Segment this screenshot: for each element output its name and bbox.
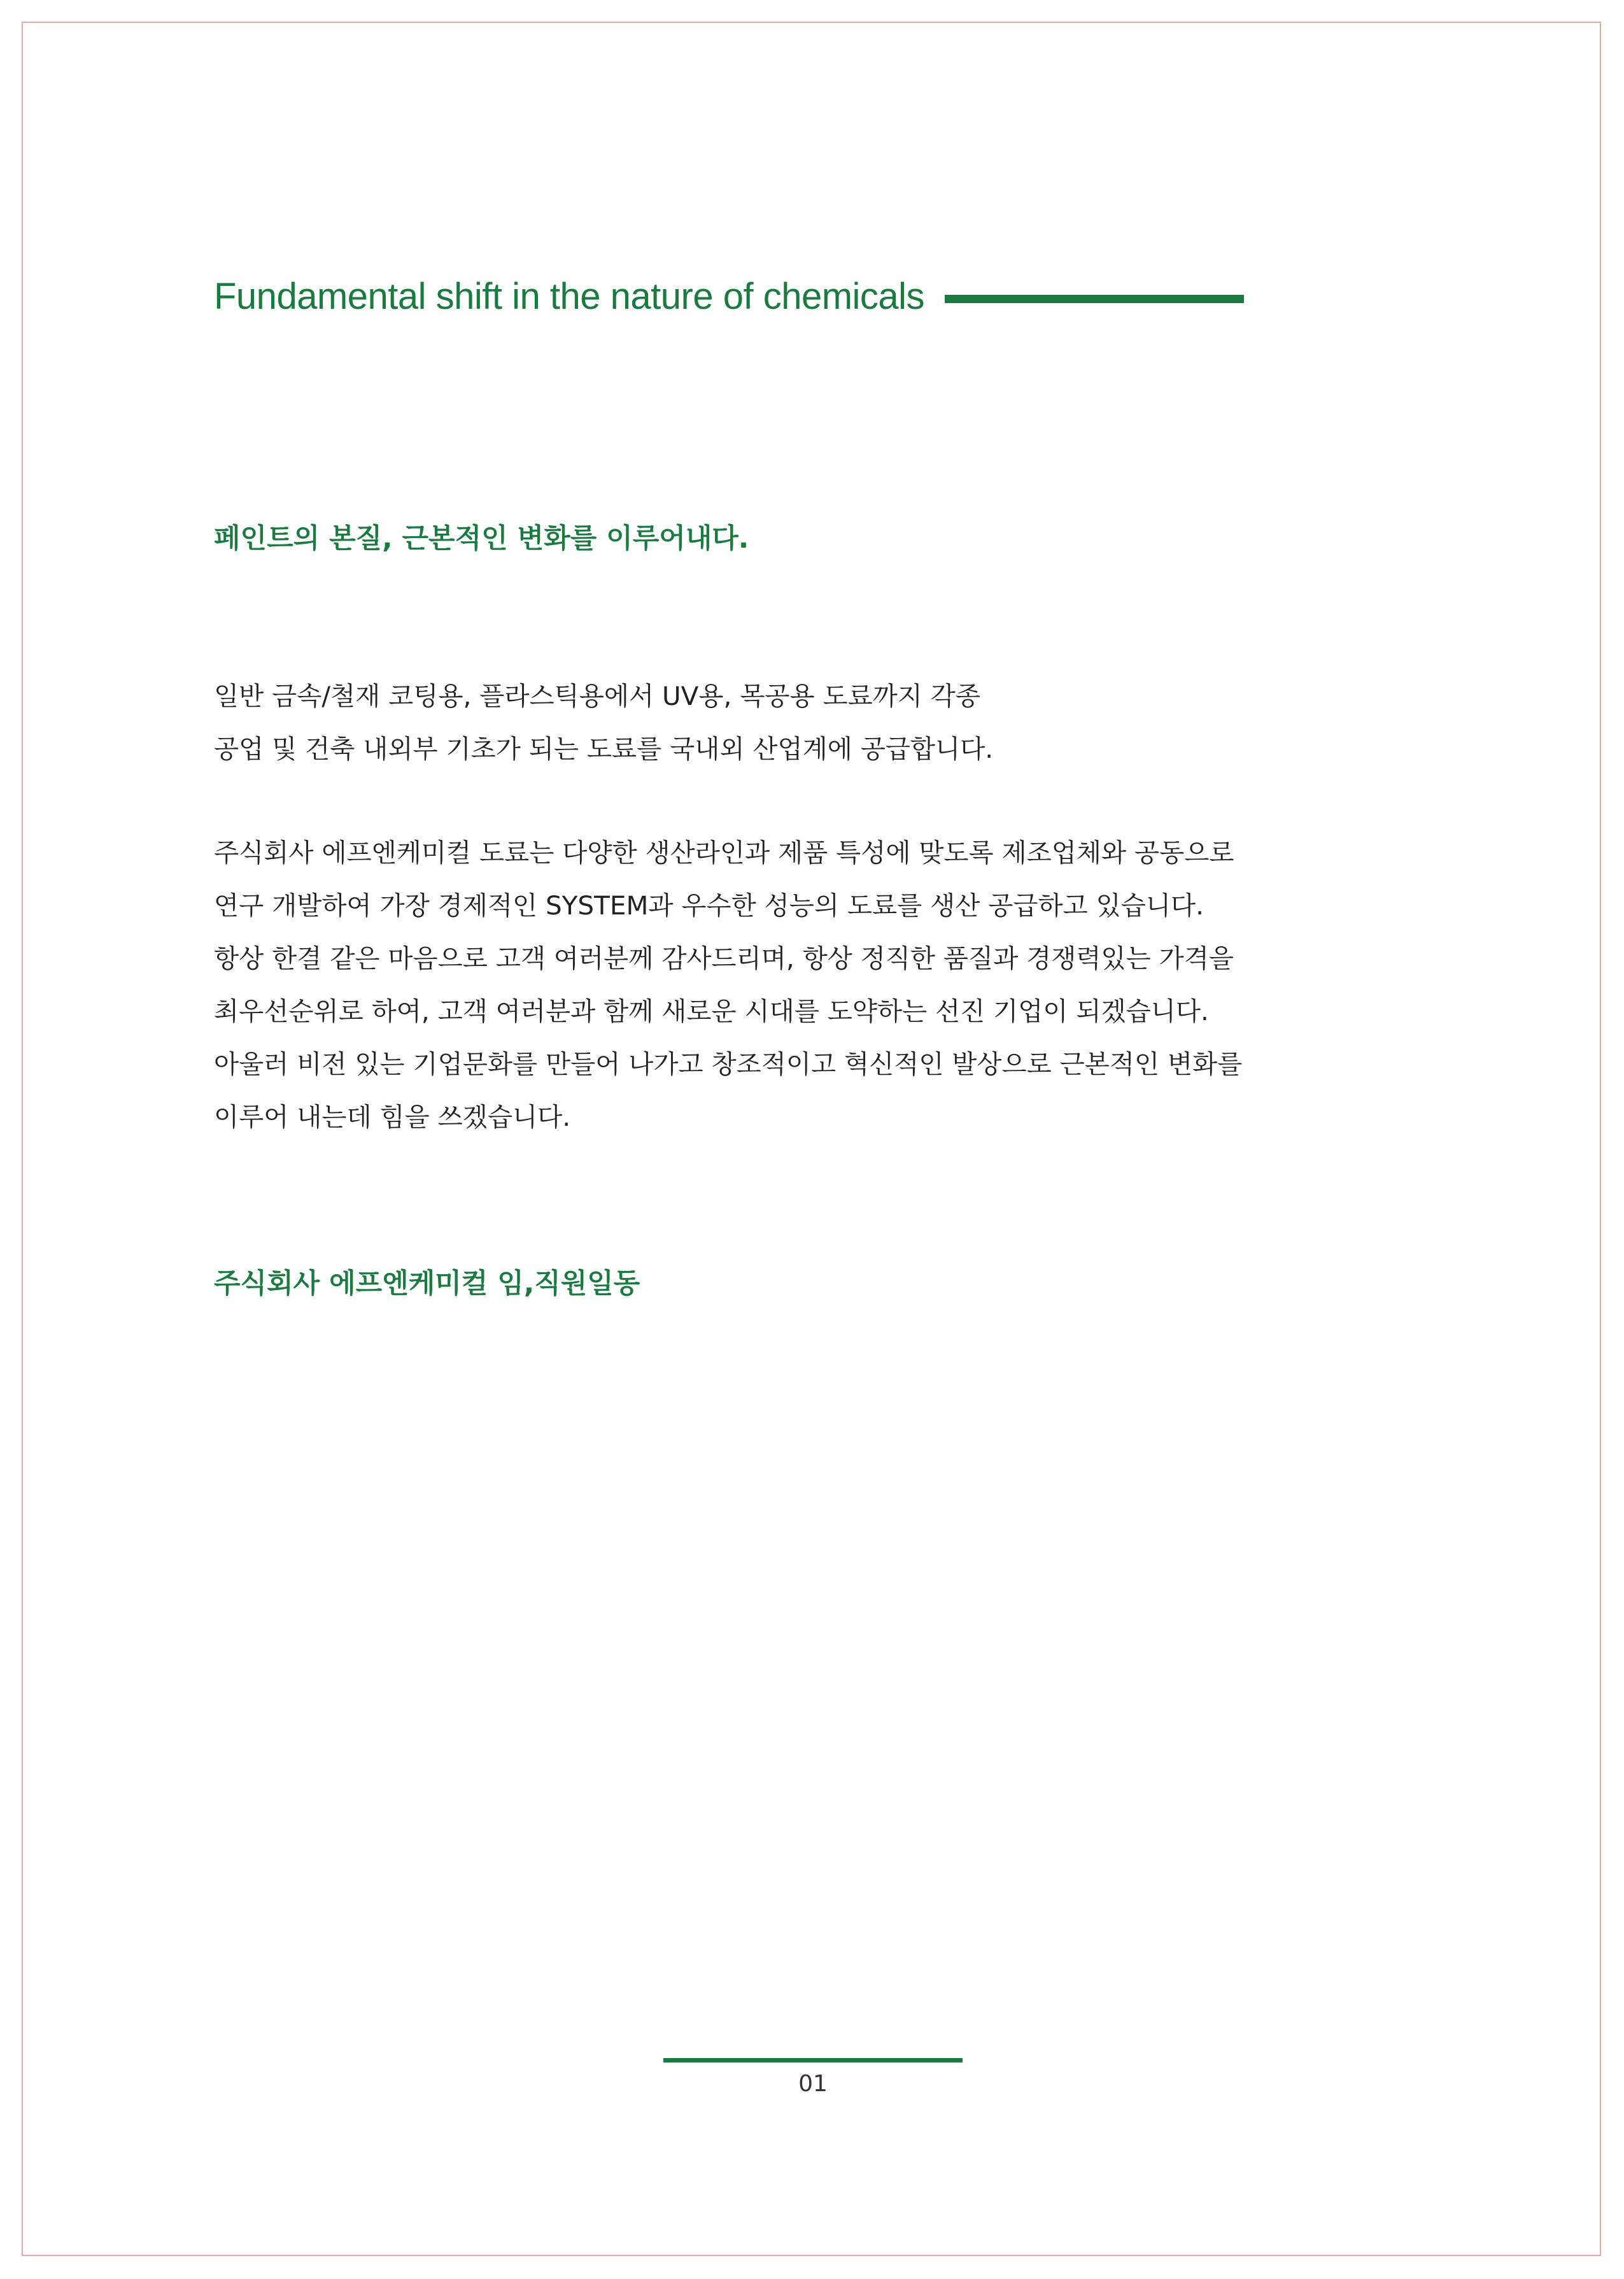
- paragraph-line: 항상 한결 같은 마음으로 고객 여러분께 감사드리며, 항상 정직한 품질과 경쟁력있는 가격을: [214, 943, 1234, 974]
- paragraph-line: 연구 개발하여 가장 경제적인 SYSTEM과 우수한 성능의 도료를 생산 공급하고 있습니다.: [214, 890, 1204, 921]
- subtitle: 페인트의 본질, 근본적인 변화를 이루어내다.: [214, 523, 749, 555]
- paragraph-line: 아울러 비전 있는 기업문화를 만들어 나가고 창조적이고 혁신적인 발상으로 근본적인 변화를: [214, 1049, 1243, 1079]
- paragraph-line: 공업 및 건축 내외부 기초가 되는 도료를 국내외 산업계에 공급합니다.: [214, 734, 994, 764]
- headline-rule: [945, 295, 1244, 303]
- intro-paragraph: [214, 670, 993, 776]
- paragraph-line: 일반 금속/철재 코팅용, 플라스틱용에서 UV용, 목공용 도료까지 각종: [214, 681, 981, 711]
- paragraph-line: 이루어 내는데 힘을 쓰겠습니다.: [214, 1102, 571, 1132]
- headline: [214, 275, 1244, 318]
- paragraph-line: 최우선순위로 하여, 고객 여러분과 함께 새로운 시대를 도약하는 선진 기업이 되겠습니다.: [214, 996, 1209, 1026]
- footer-rule: [663, 2058, 963, 2062]
- signature: 주식회사 에프엔케미컬 임,직원일동: [214, 1268, 640, 1300]
- paragraph-line: 주식회사 에프엔케미컬 도료는 다양한 생산라인과 제품 특성에 맞도록 제조업체와 공동으로: [214, 837, 1234, 868]
- headline-text: Fundamental shift in the nature of chemicals: [214, 276, 925, 317]
- body-paragraph: [214, 827, 1242, 1144]
- page-number: 01: [798, 2071, 828, 2097]
